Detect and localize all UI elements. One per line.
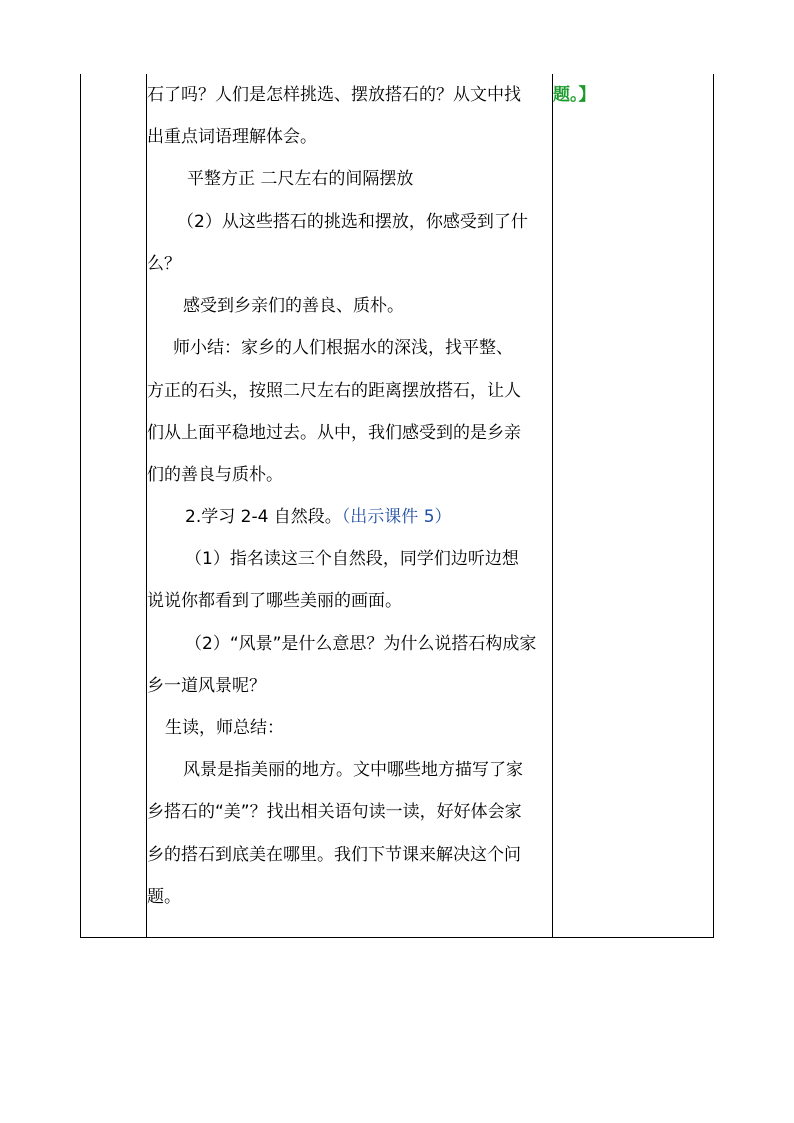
text-line: 乡的搭石到底美在哪里。我们下节课来解决这个问 — [147, 845, 521, 865]
text-line: 乡一道风景呢？ — [147, 676, 266, 696]
text-line: 们从上面平稳地过去。从中，我们感受到的是乡亲 — [147, 423, 521, 443]
text-line: 出重点词语理解体会。 — [147, 127, 317, 147]
column-divider-2 — [552, 74, 553, 938]
text-line: （2）“风景”是什么意思？为什么说搭石构成家 — [185, 634, 537, 654]
overflow-text: 题。】 — [553, 85, 596, 105]
text-line: 师小结：家乡的人们根据水的深浅，找平整、 — [173, 338, 513, 358]
text-line: （1）指名读这三个自然段，同学们边听边想 — [185, 549, 519, 569]
text-line: 感受到乡亲们的善良、质朴。 — [183, 296, 404, 316]
text-line: 题。 — [147, 887, 181, 907]
text-line: 方正的石头，按照二尺左右的距离摆放搭石，让人 — [147, 381, 521, 401]
text-line: 石了吗？人们是怎样挑选、摆放搭石的？从文中找 — [147, 85, 521, 105]
text-line: 乡搭石的“美”？找出相关语句读一读，好好体会家 — [147, 802, 522, 822]
text-line: 们的善良与质朴。 — [147, 465, 283, 485]
text-line: 2.学习 2-4 自然段。（出示课件 5） — [185, 507, 452, 527]
table-bottom-border — [80, 937, 714, 938]
text-line: 说说你都看到了哪些美丽的画面。 — [147, 591, 402, 611]
text-line: （2）从这些搭石的挑选和摆放，你感受到了什 — [177, 212, 528, 232]
text-line: 平整方正 二尺左右的间隔摆放 — [187, 169, 414, 189]
table-right-border — [713, 74, 714, 938]
courseware-note: （出示课件 5） — [341, 507, 452, 527]
table-left-border — [80, 74, 81, 938]
text-line: 么？ — [147, 254, 181, 274]
text-line: 生读，师总结： — [165, 718, 284, 738]
text-line: 风景是指美丽的地方。文中哪些地方描写了家 — [183, 760, 523, 780]
